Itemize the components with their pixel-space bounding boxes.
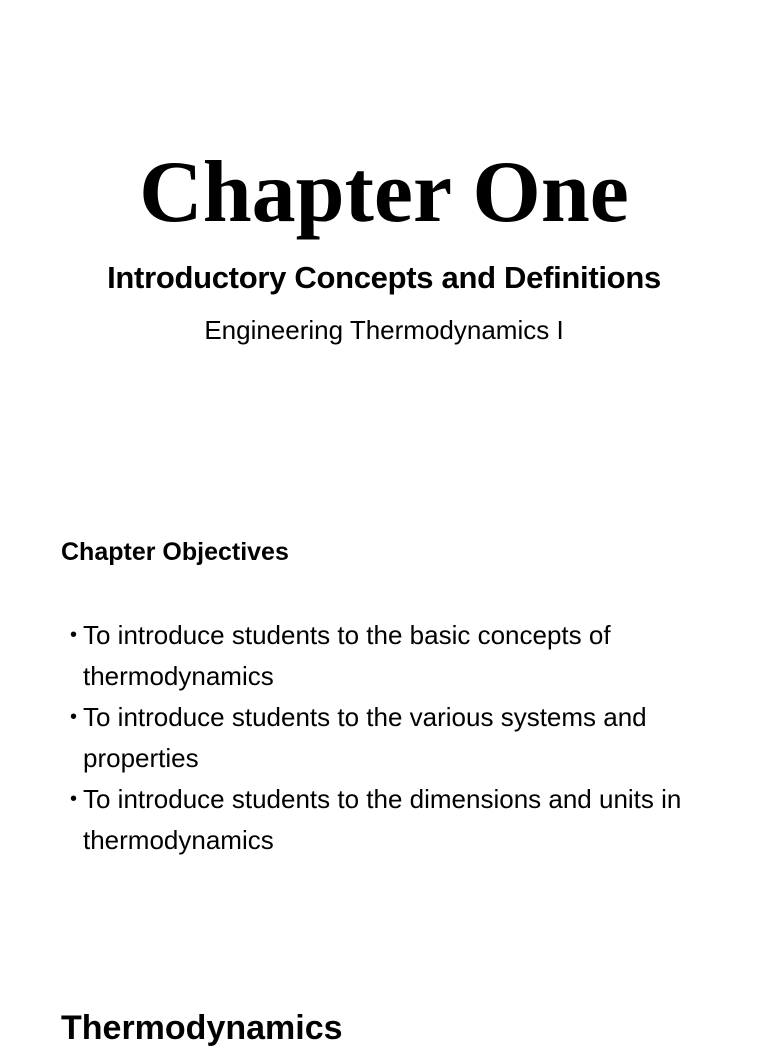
next-section-heading: Thermodynamics	[61, 1009, 343, 1047]
bullet-icon: •	[70, 706, 78, 728]
objective-item	[70, 697, 750, 779]
course-name: Engineering Thermodynamics I	[204, 315, 564, 345]
objective-text: To introduce students to the basic concepts of thermodynamics	[83, 620, 611, 691]
bullet-icon: •	[70, 624, 78, 646]
chapter-title: Chapter One	[139, 144, 629, 241]
chapter-subtitle: Introductory Concepts and Definitions	[107, 260, 661, 295]
objectives-list	[70, 615, 750, 861]
objective-item	[70, 615, 750, 697]
objective-item	[70, 779, 750, 861]
objective-text: To introduce students to the dimensions and units in thermodynamics	[83, 784, 682, 855]
bullet-icon: •	[70, 788, 78, 810]
objective-text: To introduce students to the various systems and properties	[83, 702, 647, 773]
objectives-heading: Chapter Objectives	[61, 538, 289, 566]
